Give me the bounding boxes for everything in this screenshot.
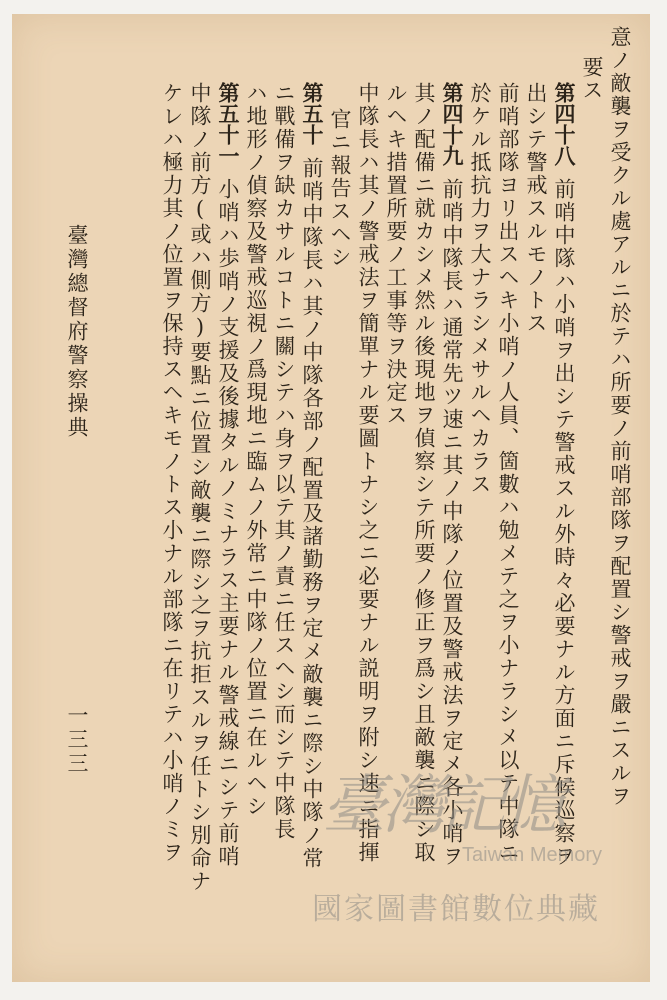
- watermark-chinese: 國家圖書館數位典藏: [312, 892, 600, 927]
- column-body: 前哨部隊ヨリ出スヘキ小哨ノ人員、箇數ハ勉メテ之ヲ小ナラシメ以テ中隊ニ: [496, 82, 520, 864]
- article-heading-49: 第四十九: [440, 82, 465, 166]
- column-body: 小哨ハ歩哨ノ支援及後據タルノミナラス主要ナル警戒線ニシテ前哨: [216, 178, 240, 868]
- article-heading-48: 第四十八: [552, 82, 577, 166]
- column-body: 要ス: [580, 56, 604, 102]
- text-column-1: [608, 26, 632, 808]
- column-body: 中隊長ハ其ノ警戒法ヲ簡單ナル要圖トナシ之ニ必要ナル説明ヲ附シ速ニ指揮: [356, 82, 380, 864]
- text-column-4: [524, 82, 548, 335]
- text-column-14: [244, 82, 268, 818]
- page-number: 一三三: [65, 704, 89, 776]
- text-column-2: [580, 56, 604, 102]
- watermark-logo: 臺灣記憶: [322, 769, 562, 843]
- article-heading-51: 第五十一: [216, 82, 241, 166]
- archive-watermark: [312, 744, 642, 934]
- column-body: 於ケル抵抗力ヲ大ナラシメサルヘカラス: [468, 82, 492, 496]
- column-body: 前哨中隊長ハ通常先ツ速ニ其ノ中隊ノ位置及警戒法ヲ定メ各小哨ヲ: [440, 178, 464, 868]
- watermark-english: Taiwan Memory: [462, 844, 603, 866]
- text-column-9: [384, 82, 408, 427]
- column-body: 前哨中隊ハ小哨ヲ出シテ警戒スル外時々必要ナル方面ニ斥候巡察ヲ: [552, 178, 576, 868]
- text-column-6: [468, 82, 492, 496]
- column-body: ハ地形ノ偵察及警戒巡視ノ爲現地ニ臨ムノ外常ニ中隊ノ位置ニ在ルヘシ: [244, 82, 268, 818]
- column-body: ニ戰備ヲ缺カサルコトニ關シテハ身ヲ以テ其ノ責ニ任スヘシ而シテ中隊長: [272, 82, 296, 841]
- column-body: 官ニ報告スヘシ: [328, 108, 352, 269]
- text-column-15: [216, 82, 240, 868]
- column-body: ルヘキ措置所要ノ工事等ヲ決定ス: [384, 82, 408, 427]
- text-column-13: [272, 82, 296, 841]
- column-body: 中隊ノ前方(或ハ側方)要點ニ位置シ敵襲ニ際シ之ヲ抗拒スルヲ任トシ別命ナ: [188, 82, 212, 893]
- running-title: 臺灣總督府警察操典: [65, 224, 89, 440]
- text-column-11: [328, 108, 352, 269]
- column-body: 意ノ敵襲ヲ受クル處アルニ於テハ所要ノ前哨部隊ヲ配置シ警戒ヲ嚴ニスルヲ: [608, 26, 632, 808]
- article-heading-50: 第五十: [300, 82, 325, 145]
- book-page: [12, 14, 650, 982]
- column-body: 前哨中隊長ハ其ノ中隊各部ノ配置及諸勤務ヲ定メ敵襲ニ際シ中隊ノ常: [300, 157, 324, 870]
- text-column-17: [160, 82, 184, 864]
- column-body: ケレハ極力其ノ位置ヲ保持スヘキモノトス小ナル部隊ニ在リテハ小哨ノミヲ: [160, 82, 184, 864]
- column-body: 出シテ警戒スルモノトス: [524, 82, 548, 335]
- column-body: 其ノ配備ニ就カシメ然ル後現地ヲ偵察シテ所要ノ修正ヲ爲シ且敵襲ニ際シ取: [412, 82, 436, 864]
- text-column-16: [188, 82, 212, 893]
